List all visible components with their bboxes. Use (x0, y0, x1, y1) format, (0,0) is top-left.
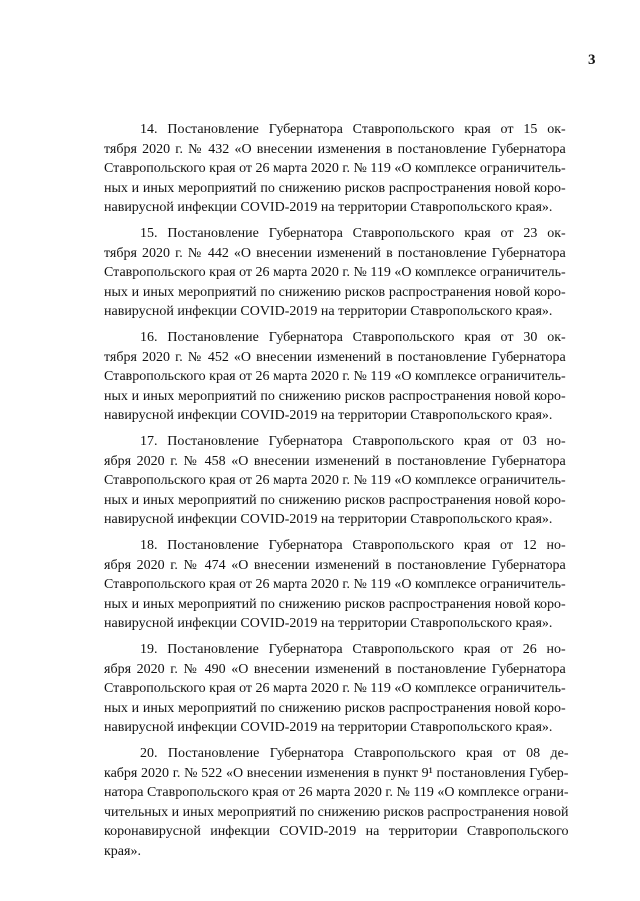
list-item-line: Ставропольского края от 26 марта 2020 г. № 119 «О комплексе ограничитель- (104, 265, 566, 280)
list-item-line: Ставропольского края от 26 марта 2020 г. № 119 «О комплексе ограничитель- (104, 473, 566, 488)
list-item-line: ных и иных мероприятий по снижению рисков распространения новой коро- (104, 180, 566, 196)
list-item-line: ных и иных мероприятий по снижению рисков распространения новой коро- (104, 700, 566, 716)
list-item-line: 20. Постановление Губернатора Ставропольского края от 08 де- (140, 746, 569, 761)
list-item-line: натора Ставропольского края от 26 марта 2020 г. № 119 «О комплексе ограни- (104, 785, 569, 800)
list-item-line: ября 2020 г. № 458 «О внесении изменений в постановление Губернатора (104, 453, 566, 469)
list-item (104, 328, 566, 426)
list-item-line: ных и иных мероприятий по снижению рисков распространения новой коро- (104, 388, 566, 404)
list-item-line: края». (104, 843, 141, 859)
list-item-line: навирусной инфекции COVID-2019 на территории Ставропольского края». (104, 304, 553, 319)
list-item-line: чительных и иных мероприятий по снижению рисков распространения новой (104, 804, 569, 820)
list-item-line: 15. Постановление Губернатора Ставропольского края от 23 ок- (140, 226, 566, 241)
list-item-line: тября 2020 г. № 432 «О внесении изменения в постановление Губернатора (104, 141, 566, 157)
list-item (104, 224, 566, 322)
list-item (104, 432, 566, 530)
page-number: 3 (588, 52, 596, 68)
list-item-line: навирусной инфекции COVID-2019 на территории Ставропольского края». (104, 616, 553, 631)
list-item-line: кабря 2020 г. № 522 «О внесении изменения в пункт 9¹ постановления Губер- (104, 765, 569, 781)
list-item-line: Ставропольского края от 26 марта 2020 г. № 119 «О комплексе ограничитель- (104, 369, 566, 384)
list-item-line: ября 2020 г. № 490 «О внесении изменений в постановление Губернатора (104, 661, 566, 677)
list-item-line: Ставропольского края от 26 марта 2020 г. № 119 «О комплексе ограничитель- (104, 681, 566, 696)
list-item (104, 744, 568, 861)
list-item (104, 536, 566, 634)
list-item-line: ных и иных мероприятий по снижению рисков распространения новой коро- (104, 492, 566, 508)
list-item-line: ября 2020 г. № 474 «О внесении изменений в постановление Губернатора (104, 557, 566, 573)
list-item-line: 14. Постановление Губернатора Ставропольского края от 15 ок- (140, 122, 566, 137)
list-item-line: навирусной инфекции COVID-2019 на территории Ставропольского края». (104, 512, 553, 527)
list-item-line: навирусной инфекции COVID-2019 на территории Ставропольского края». (104, 200, 553, 215)
list-item-line: 16. Постановление Губернатора Ставропольского края от 30 ок- (140, 330, 566, 345)
list-item (104, 120, 566, 218)
list-item-line: тября 2020 г. № 442 «О внесении изменений в постановление Губернатора (104, 245, 566, 261)
list-item-line: тября 2020 г. № 452 «О внесении изменений в постановление Губернатора (104, 349, 566, 365)
list-item-line: 17. Постановление Губернатора Ставропольского края от 03 но- (140, 434, 566, 449)
list-item-line: навирусной инфекции COVID-2019 на территории Ставропольского края». (104, 408, 553, 423)
list-item-line: Ставропольского края от 26 марта 2020 г. № 119 «О комплексе ограничитель- (104, 161, 566, 176)
list-item-line: коронавирусной инфекции COVID-2019 на территории Ставропольского (104, 824, 569, 839)
list-item-line: 18. Постановление Губернатора Ставропольского края от 12 но- (140, 538, 566, 553)
list-item-line: 19. Постановление Губернатора Ставропольского края от 26 но- (140, 642, 566, 657)
list-item-line: Ставропольского края от 26 марта 2020 г. № 119 «О комплексе ограничитель- (104, 577, 566, 592)
list-item-line: ных и иных мероприятий по снижению рисков распространения новой коро- (104, 596, 566, 612)
list-item-line: ных и иных мероприятий по снижению рисков распространения новой коро- (104, 284, 566, 300)
list-item-line: навирусной инфекции COVID-2019 на территории Ставропольского края». (104, 720, 553, 735)
list-item (104, 640, 566, 738)
